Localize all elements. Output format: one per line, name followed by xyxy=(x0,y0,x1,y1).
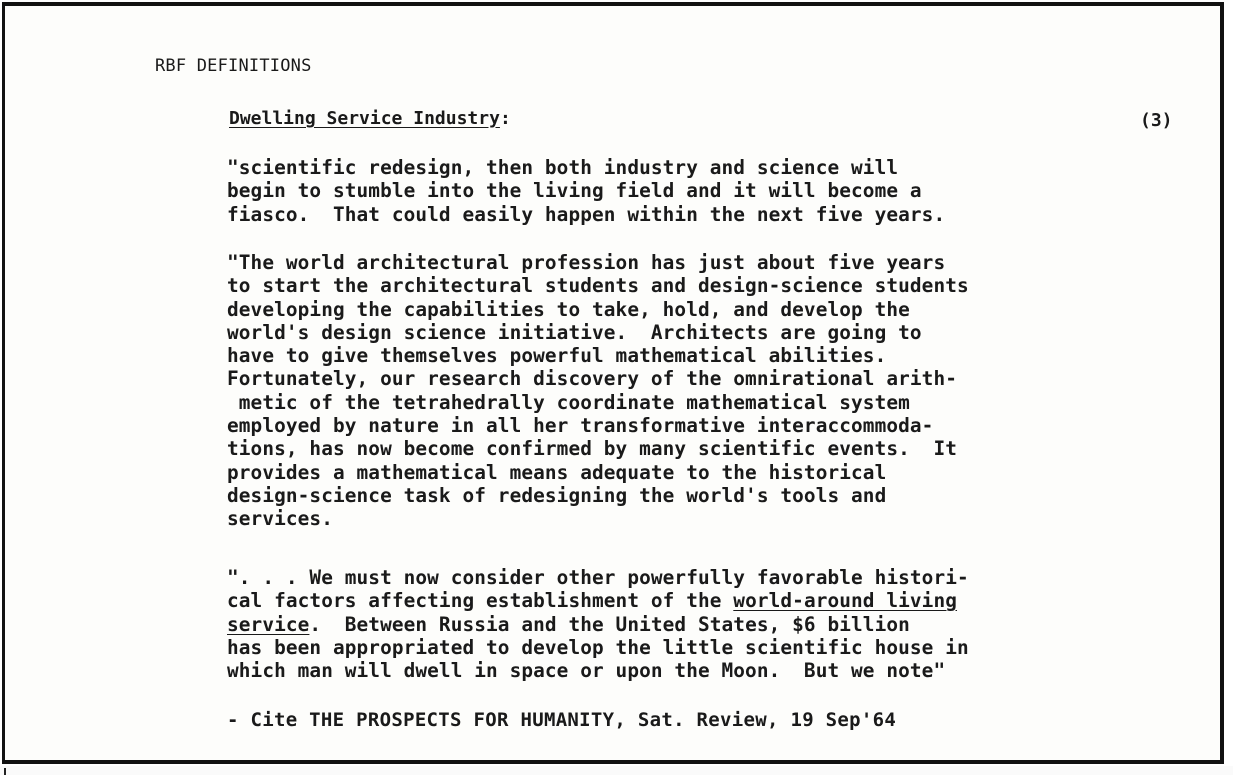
paragraph-line: fiasco. That could easily happen within the next five years. xyxy=(227,202,946,226)
entry-title xyxy=(229,108,511,129)
paragraph-line: world's design science initiative. Architects are going to xyxy=(227,320,922,344)
paragraph-text: . Between Russia and the United States, $6 billion xyxy=(309,612,910,636)
paragraph-line: provides a mathematical means adequate to the historical xyxy=(227,460,887,484)
paragraph-2 xyxy=(227,251,969,531)
paragraph-line xyxy=(227,613,969,636)
paragraph-line: to start the architectural students and design-science students xyxy=(227,274,969,298)
page-number: (3) xyxy=(1140,110,1173,131)
paragraph-line: design-science task of redesigning the world's tools and xyxy=(227,483,887,507)
paragraph-line: "scientific redesign, then both industry and science will xyxy=(227,156,899,179)
paragraph-line: ". . . We must now consider other powerfully favorable histori- xyxy=(227,566,969,589)
paragraph-line: which man will dwell in space or upon the Moon. But we note" xyxy=(227,659,946,683)
underlined-phrase: service xyxy=(227,612,310,636)
document-page xyxy=(2,2,1224,764)
entry-title-text: Dwelling Service Industry xyxy=(229,108,500,129)
page-bottom-edge xyxy=(0,766,1233,775)
paragraph-line: employed by nature in all her transformative interaccommoda- xyxy=(227,414,934,438)
paragraph-text: cal factors affecting establishment of the xyxy=(227,589,734,613)
paragraph-1 xyxy=(227,156,945,226)
paragraph-line: metic of the tetrahedrally coordinate mathematical system xyxy=(227,390,910,414)
entry-title-colon: : xyxy=(499,108,511,129)
paragraph-line: developing the capabilities to take, hold, and develop the xyxy=(227,297,910,321)
paragraph-line xyxy=(227,589,969,612)
paragraph-line: have to give themselves powerful mathematical abilities. xyxy=(227,344,887,368)
paragraph-3 xyxy=(227,566,969,682)
underlined-phrase: world-around living xyxy=(733,589,958,613)
paragraph-line: has been appropriated to develop the little scientific house in xyxy=(227,635,969,659)
paragraph-line: Fortunately, our research discovery of the omnirational arith- xyxy=(227,367,957,391)
paragraph-line: begin to stumble into the living field and it will become a xyxy=(227,179,922,203)
document-header: RBF DEFINITIONS xyxy=(155,56,312,76)
paragraph-line: "The world architectural profession has just about five years xyxy=(227,251,946,274)
paragraph-line: tions, has now become confirmed by many scientific events. It xyxy=(227,437,957,461)
citation: - Cite THE PROSPECTS FOR HUMANITY, Sat. Review, 19 Sep'64 xyxy=(227,709,897,731)
edge-mark xyxy=(4,768,6,775)
paragraph-line: services. xyxy=(227,507,333,531)
